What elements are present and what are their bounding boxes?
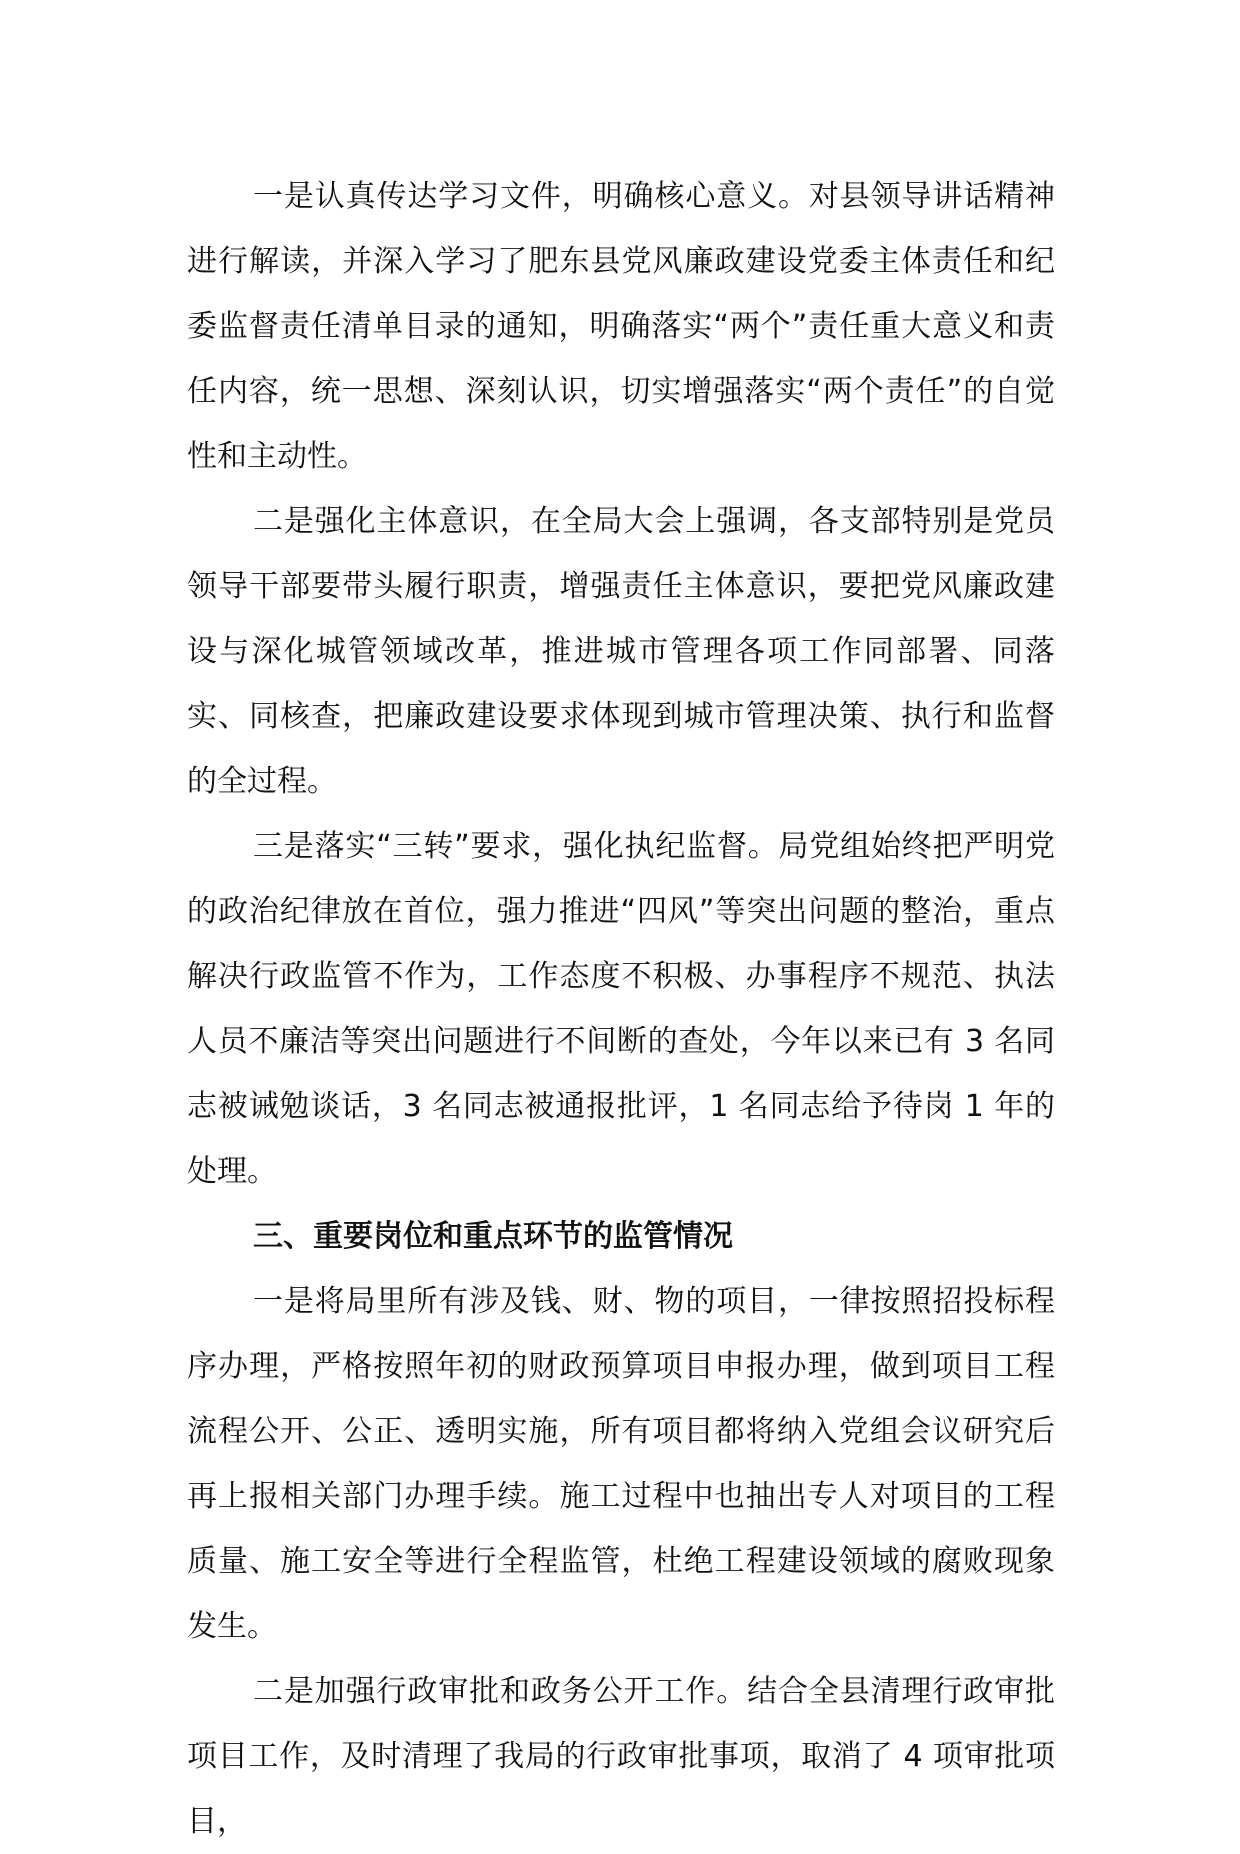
document-body [187, 164, 1055, 1854]
paragraph-administrative-approval: 二是加强行政审批和政务公开工作。结合全县清理行政审批项目工作，及时清理了我局的行政审批事项，取消了 4 项审批项目， [187, 1674, 1055, 1839]
section-heading: 三、重要岗位和重点环节的监管情况 [253, 1219, 733, 1254]
paragraph-project-procedures: 一是将局里所有涉及钱、财、物的项目，一律按照招投标程序办理，严格按照年初的财政预算项目申报办理，做到项目工程流程公开、公正、透明实施，所有项目都将纳入党组会议研究后再上报相关部门办理手续。施工过程中也抽出专人对项目的工程质量、施工安全等进行全程监管，杜绝工程建设领域的腐败现象发生。 [187, 1284, 1055, 1644]
paragraph-subject-awareness: 二是强化主体意识，在全局大会上强调，各支部特别是党员领导干部要带头履行职责，增强责任主体意识，要把党风廉政建设与深化城管领域改革，推进城市管理各项工作同部署、同落实、同核查，把廉政建设要求体现到城市管理决策、执行和监督的全过程。 [187, 504, 1055, 799]
paragraph-discipline-supervision: 三是落实“三转”要求，强化执纪监督。局党组始终把严明党的政治纪律放在首位，强力推进“四风”等突出问题的整治，重点解决行政监管不作为，工作态度不积极、办事程序不规范、执法人员不廉洁等突出问题进行不间断的查处，今年以来已有 3 名同志被诫勉谈话，3 名同志被通报批评，1 名同志给予待岗 1 年的处理。 [187, 829, 1055, 1189]
paragraph-study-documents: 一是认真传达学习文件，明确核心意义。对县领导讲话精神进行解读，并深入学习了肥东县党风廉政建设党委主体责任和纪委监督责任清单目录的通知，明确落实“两个”责任重大意义和责任内容，统一思想、深刻认识，切实增强落实“两个责任”的自觉性和主动性。 [187, 179, 1055, 474]
